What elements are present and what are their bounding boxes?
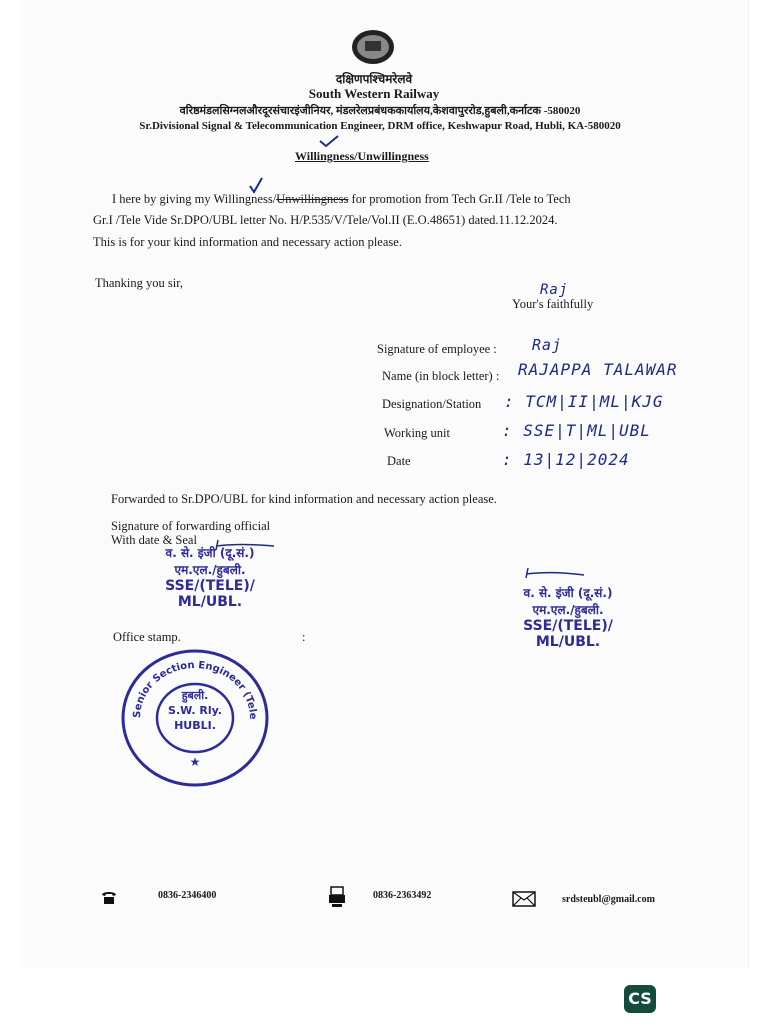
- date-value: : 13|12|2024: [502, 450, 630, 469]
- address: Sr.Divisional Signal & Telecommunication Engineer, DRM office, Keshwapur Road, Hubli, KA-580020: [139, 120, 621, 132]
- stamp-ring-text: Senior Section Engineer (Tele: [131, 659, 259, 720]
- with-date-seal: With date & Seal: [111, 533, 197, 547]
- body-line-1-a: I here by giving my Willingness/: [112, 192, 277, 206]
- date-label: Date: [387, 454, 411, 468]
- designation-label: Designation/Station: [382, 397, 482, 411]
- scanner-app-logo: CS: [624, 985, 656, 1013]
- railway-emblem: [350, 28, 396, 66]
- closing-text: Your's faithfully: [512, 297, 594, 311]
- unit-label: Working unit: [384, 426, 451, 440]
- forwarding-sig-label: Signature of forwarding official: [111, 519, 271, 533]
- body-line-1-b: for promotion from Tech Gr.II /Tele to Tech: [348, 192, 571, 206]
- body-line-1: [112, 192, 571, 207]
- stamp-hindi-2: एम.एल./हुबली.: [532, 603, 604, 617]
- document-page: [20, 0, 749, 968]
- approval-signature: [522, 566, 592, 587]
- designation-value: : TCM|II|ML|KJG: [504, 392, 664, 411]
- office-stamp-colon: :: [302, 630, 306, 644]
- email-address: srdsteubl@gmail.com: [562, 894, 655, 905]
- svg-text:★: ★: [189, 755, 201, 769]
- hindi-address: वरिष्ठमंडलसिग्नलऔरदूरसंचारइंजीनियर, मंडलरेलप्रबंधककार्यालय,केशवापुररोड,हुबली,कर्नाटक -580020: [179, 105, 581, 117]
- thanks-text: Thanking you sir,: [95, 276, 184, 290]
- stamp-line-1: SSE/(TELE)/: [165, 578, 255, 594]
- stamp-center-2: HUBLI.: [174, 719, 216, 732]
- round-office-stamp: [120, 648, 270, 788]
- subject: Willingness/Unwillingness: [295, 149, 429, 163]
- right-designation-stamp: [498, 584, 638, 650]
- body-line-3: This is for your kind information and necessary action please.: [93, 235, 402, 249]
- phone-number: 0836-2346400: [158, 890, 217, 901]
- name-label: Name (in block letter) :: [382, 369, 500, 383]
- forward-text: Forwarded to Sr.DPO/UBL for kind information and necessary action please.: [111, 492, 497, 506]
- fax-icon: [328, 886, 346, 913]
- stamp-hindi-1: व. से. इंजी (दू.सं.): [165, 546, 255, 560]
- stamp-hindi-2: एम.एल./हुबली.: [174, 563, 246, 577]
- forwarding-signature: [212, 538, 282, 559]
- office-stamp-label: Office stamp.: [113, 630, 181, 644]
- org-title: South Western Railway: [308, 86, 440, 101]
- unit-value: : SSE|T|ML|UBL: [502, 421, 651, 440]
- stamp-center-hindi: हुबली.: [181, 689, 209, 702]
- hindi-title: दक्षिणपश्चिमरेलवे: [335, 72, 413, 86]
- check-mark: [248, 176, 264, 199]
- mail-icon: [512, 891, 536, 912]
- stamp-center-1: S.W. Rly.: [168, 704, 222, 717]
- stamp-hindi-1: व. से. इंजी (दू.सं.): [523, 586, 613, 600]
- phone-icon: [100, 889, 118, 910]
- check-mark: [318, 134, 340, 153]
- signature-label: Signature of employee :: [377, 342, 497, 356]
- fax-number: 0836-2363492: [373, 890, 432, 901]
- body-line-2: Gr.I /Tele Vide Sr.DPO/UBL letter No. H/P.535/V/Tele/Vol.II (E.O.48651) dated.11.12.2024.: [93, 213, 558, 227]
- stamp-line-1: SSE/(TELE)/: [523, 618, 613, 634]
- closing-signature: Raj: [540, 282, 569, 298]
- name-value: RAJAPPA TALAWAR: [518, 360, 678, 379]
- employee-signature: Raj: [532, 336, 563, 354]
- stamp-line-2: ML/UBL.: [535, 634, 601, 650]
- struck-word: Unwillingness: [276, 192, 349, 206]
- stamp-line-2: ML/UBL.: [177, 594, 243, 610]
